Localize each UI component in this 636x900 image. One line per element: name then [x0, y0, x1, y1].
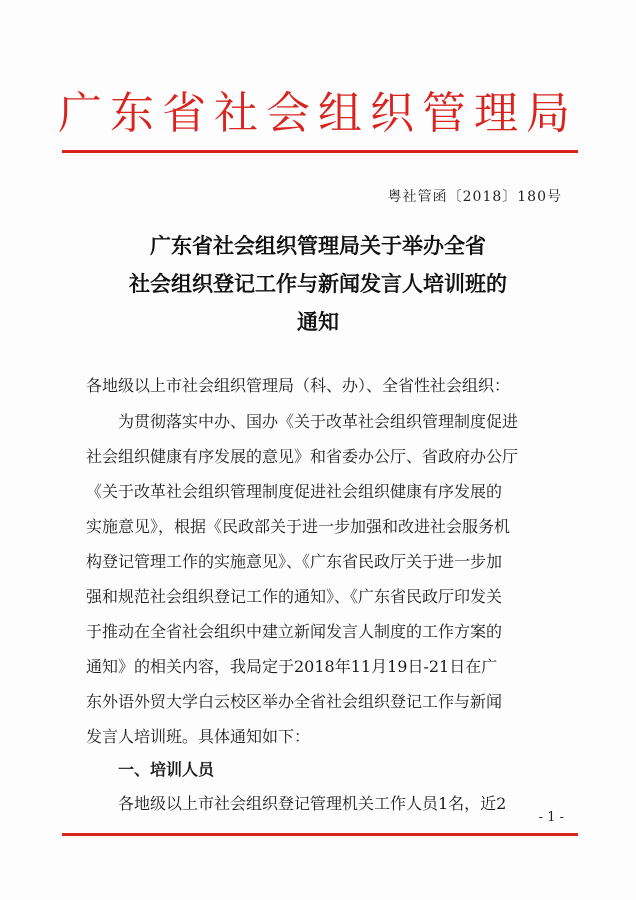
section-heading-trainees: 一、培训人员	[118, 760, 215, 779]
body-line-2: 社会组织健康有序发展的意见》和省委办公厅、省政府办公厅	[86, 447, 519, 466]
section-body-line-1: 各地级以上市社会组织登记管理机关工作人员1名，近2	[118, 794, 507, 813]
body-line-5: 构登记管理工作的实施意见》、《广东省民政厅关于进一步加	[86, 552, 503, 571]
footer-divider	[62, 833, 578, 836]
body-line-9: 东外语外贸大学白云校区举办全省社会组织登记工作与新闻	[86, 692, 503, 711]
issuing-authority-header: 广东省社会组织管理局	[58, 88, 578, 139]
body-line-1: 为贯彻落实中办、国办《关于改革社会组织管理制度促进	[118, 412, 519, 431]
header-divider	[62, 150, 578, 153]
body-line-3: 《关于改革社会组织管理制度促进社会组织健康有序发展的	[86, 482, 503, 501]
page-number: - 1 -	[538, 810, 564, 825]
salutation: 各地级以上市社会组织管理局（科、办）、全省性社会组织：	[86, 376, 511, 395]
body-line-4: 实施意见》，根据《民政部关于进一步加强和改进社会服务机	[86, 517, 511, 536]
document-title-line-3: 通知	[297, 310, 339, 334]
body-line-8: 通知》的相关内容，我局定于2018年11月19日-21日在广	[86, 657, 498, 676]
body-line-6: 强和规范社会组织登记工作的通知》、《广东省民政厅印发关	[86, 587, 503, 606]
document-title-line-2: 社会组织登记工作与新闻发言人培训班的	[129, 272, 507, 296]
body-line-10: 发言人培训班。具体通知如下：	[86, 727, 311, 746]
document-title-line-1: 广东省社会组织管理局关于举办全省	[150, 234, 486, 258]
document-number: 粤社管函〔2018〕180号	[387, 189, 562, 205]
body-line-7: 于推动在全省社会组织中建立新闻发言人制度的工作方案的	[86, 622, 503, 641]
